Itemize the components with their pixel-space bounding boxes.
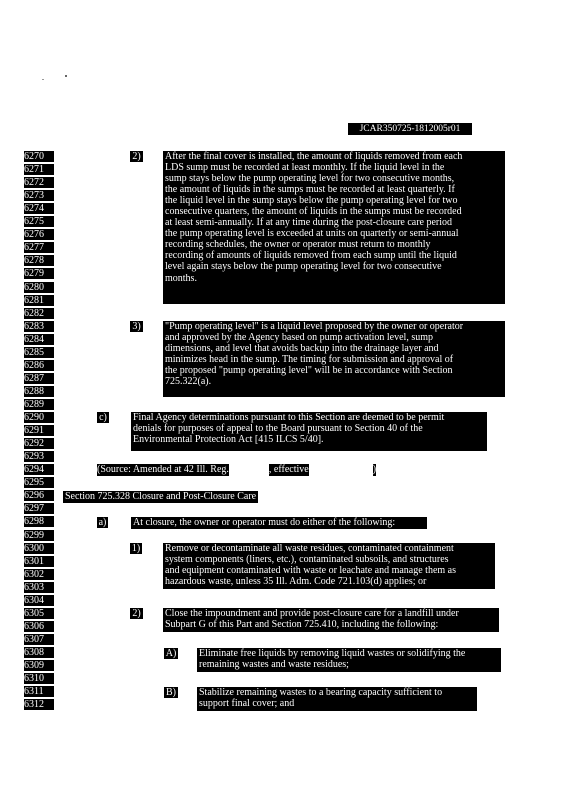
line-number: 6312 bbox=[24, 699, 54, 710]
para-a1-text bbox=[163, 543, 495, 589]
text-line: "Pump operating level" is a liquid level proposed by the owner or operator bbox=[165, 321, 464, 332]
line-number: 6278 bbox=[24, 255, 54, 266]
line-number: 6289 bbox=[24, 399, 54, 410]
text-line: and equipment contaminated with waste or leachate and manage them as bbox=[165, 565, 457, 577]
line-number: 6296 bbox=[24, 490, 54, 501]
text-line: Final Agency determinations pursuant to this Section are deemed to be permit bbox=[133, 412, 445, 423]
text-line: Subpart G of this Part and Section 725.410, including the following: bbox=[165, 619, 439, 631]
para-B-marker: B) bbox=[166, 687, 176, 698]
para-3-text bbox=[163, 321, 505, 397]
line-number: 6292 bbox=[24, 438, 54, 449]
text-line: the pump operating level is exceeded at units on quarterly or semi-annual bbox=[165, 228, 459, 240]
section-heading: Section 725.328 Closure and Post-Closure Care bbox=[65, 491, 257, 502]
source-note bbox=[97, 464, 376, 476]
para-c-marker: c) bbox=[97, 412, 109, 423]
line-number: 6270 bbox=[24, 151, 54, 162]
text-line: LDS sump must be recorded at least monthly. If the liquid level in the bbox=[165, 162, 445, 174]
text-line: recording of amounts of liquids removed from each sump until the liquid bbox=[165, 250, 457, 262]
source-text-2: , effective bbox=[268, 464, 309, 475]
para-a1-marker: 1) bbox=[131, 543, 141, 554]
line-number: 6277 bbox=[24, 242, 54, 253]
line-number: 6293 bbox=[24, 451, 54, 462]
para-3-marker: 3) bbox=[130, 321, 143, 332]
line-number: 6302 bbox=[24, 569, 54, 580]
line-number: 6287 bbox=[24, 373, 54, 384]
line-number: 6303 bbox=[24, 582, 54, 593]
text-line: Remove or decontaminate all waste residues, contaminated containment bbox=[165, 543, 454, 554]
line-number: 6310 bbox=[24, 673, 54, 684]
text-line: At closure, the owner or operator must do either of the following: bbox=[133, 517, 396, 528]
line-number: 6309 bbox=[24, 660, 54, 671]
line-number: 6282 bbox=[24, 308, 54, 319]
text-line: consecutive quarters, the amount of liquids in the sumps must be recorded bbox=[165, 206, 462, 218]
line-number: 6284 bbox=[24, 334, 54, 345]
source-blank-1 bbox=[229, 464, 269, 476]
text-line: the liquid level in the sump stays below the pump operating level for two bbox=[165, 195, 458, 207]
line-number: 6291 bbox=[24, 425, 54, 436]
source-text-1: (Source: Amended at 42 Ill. Reg. bbox=[97, 464, 229, 475]
line-number: 6304 bbox=[24, 595, 54, 606]
para-a2-marker: 2) bbox=[130, 608, 143, 619]
line-number: 6271 bbox=[24, 164, 54, 175]
line-number: 6290 bbox=[24, 412, 54, 423]
line-number: 6300 bbox=[24, 543, 54, 554]
line-number: 6306 bbox=[24, 621, 54, 632]
line-number: 6272 bbox=[24, 177, 54, 188]
line-number: 6286 bbox=[24, 360, 54, 371]
text-line: minimizes head in the sump. The timing for submission and approval of bbox=[165, 354, 454, 366]
line-number: 6297 bbox=[24, 503, 54, 514]
text-line: months. bbox=[165, 272, 197, 284]
line-number: 6283 bbox=[24, 321, 54, 332]
text-line: the amount of liquids in the sumps must be recorded at least quarterly. If bbox=[165, 184, 455, 196]
para-A-text bbox=[197, 648, 501, 672]
text-line: the proposed "pump operating level" will be in accordance with Section bbox=[165, 365, 453, 377]
line-number: 6301 bbox=[24, 556, 54, 567]
para-2-text bbox=[163, 151, 505, 304]
scan-specks bbox=[40, 72, 80, 84]
para-a-text bbox=[131, 517, 427, 529]
text-line: system components (liners, etc.), contaminated subsoils, and structures bbox=[165, 554, 449, 566]
source-blank-2 bbox=[309, 464, 373, 476]
line-number: 6305 bbox=[24, 608, 54, 619]
text-line: denials for purposes of appeal to the Board pursuant to Section 40 of the bbox=[133, 423, 423, 435]
text-line: hazardous waste, unless 35 Ill. Adm. Code 721.103(d) applies; or bbox=[165, 576, 427, 588]
line-number: 6307 bbox=[24, 634, 54, 645]
text-line: level again stays below the pump operating level for two consecutive bbox=[165, 261, 442, 273]
text-line: After the final cover is installed, the amount of liquids removed from each bbox=[165, 151, 463, 162]
text-line: Eliminate free liquids by removing liquid wastes or solidifying the bbox=[199, 648, 466, 659]
text-line: sump stays below the pump operating level for two consecutive months, bbox=[165, 173, 455, 185]
line-number: 6311 bbox=[24, 686, 54, 697]
line-number: 6276 bbox=[24, 229, 54, 240]
text-line: Stabilize remaining wastes to a bearing capacity sufficient to bbox=[199, 687, 443, 698]
line-number: 6288 bbox=[24, 386, 54, 397]
line-number: 6285 bbox=[24, 347, 54, 358]
line-number: 6295 bbox=[24, 477, 54, 488]
line-number: 6279 bbox=[24, 268, 54, 279]
line-number: 6275 bbox=[24, 216, 54, 227]
line-number: 6281 bbox=[24, 295, 54, 306]
para-a-marker: a) bbox=[98, 517, 107, 528]
line-number: 6274 bbox=[24, 203, 54, 214]
text-line: Environmental Protection Act [415 ILCS 5/40]. bbox=[133, 434, 324, 446]
para-c-text bbox=[131, 412, 487, 451]
text-line: recording schedules, the owner or operator must return to monthly bbox=[165, 239, 431, 251]
text-line: at least semi-annually. If at any time during the post-closure care period bbox=[165, 217, 453, 229]
text-line: Close the impoundment and provide post-closure care for a landfill under bbox=[165, 608, 459, 619]
text-line: remaining wastes and waste residues; bbox=[199, 659, 349, 671]
line-number: 6280 bbox=[24, 282, 54, 293]
para-a2-text bbox=[163, 608, 499, 632]
text-line: dimensions, and level that avoids backup into the drainage layer and bbox=[165, 343, 439, 355]
source-text-3: ) bbox=[372, 464, 377, 475]
line-number: 6298 bbox=[24, 516, 54, 527]
para-2-marker: 2) bbox=[130, 151, 143, 162]
line-number: 6308 bbox=[24, 647, 54, 658]
docket-header: JCAR350725-1812005r01 bbox=[348, 123, 472, 135]
text-line: support final cover; and bbox=[199, 698, 295, 710]
text-line: 725.322(a). bbox=[165, 376, 212, 388]
para-A-marker: A) bbox=[165, 648, 177, 659]
line-number: 6299 bbox=[24, 530, 54, 541]
para-B-text bbox=[197, 687, 477, 711]
line-number: 6273 bbox=[24, 190, 54, 201]
text-line: and approved by the Agency based on pump activation level, sump bbox=[165, 332, 433, 344]
line-number: 6294 bbox=[24, 464, 54, 475]
